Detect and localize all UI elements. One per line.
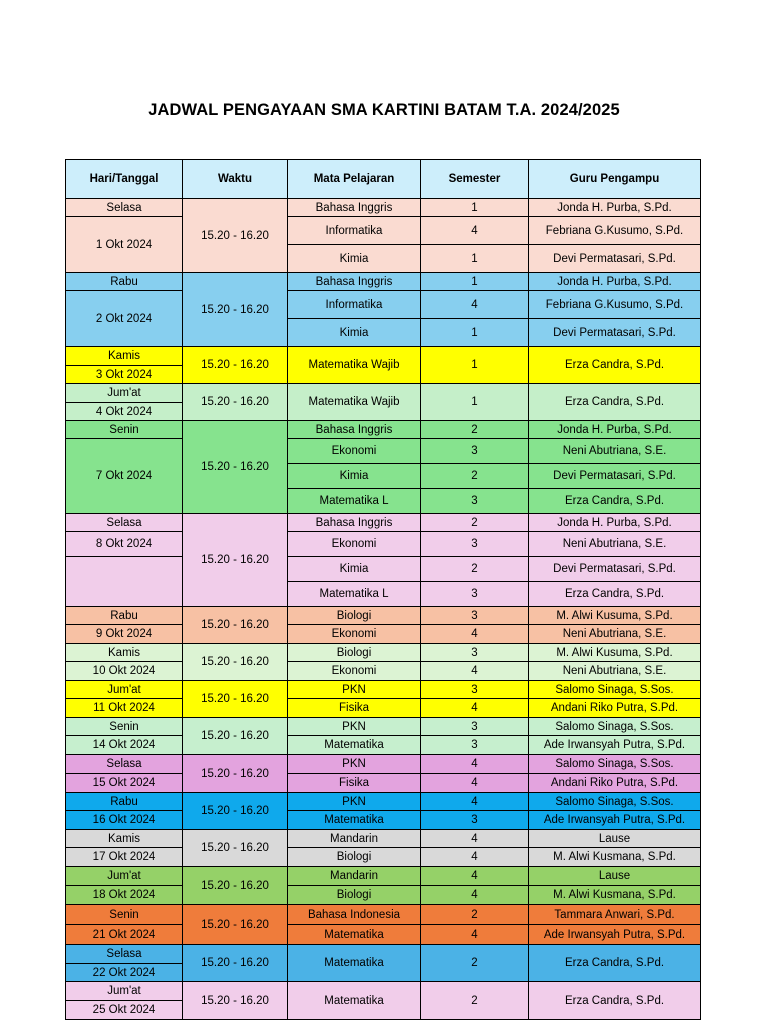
table-row (66, 925, 701, 945)
date-cell: 15 Okt 2024 (66, 774, 183, 793)
header-day-date: Hari/Tanggal (66, 160, 183, 199)
teacher-cell: M. Alwi Kusuma, S.Pd. (529, 644, 701, 662)
subject-cell: Mandarin (288, 867, 421, 886)
semester-cell: 1 (421, 319, 529, 347)
time-cell: 15.20 - 16.20 (183, 273, 288, 347)
semester-cell: 3 (421, 736, 529, 755)
time-cell: 15.20 - 16.20 (183, 867, 288, 905)
teacher-cell: Jonda H. Purba, S.Pd. (529, 421, 701, 439)
date-cell: 9 Okt 2024 (66, 625, 183, 644)
table-row (66, 905, 701, 925)
subject-cell: Informatika (288, 291, 421, 319)
subject-cell: Matematika (288, 811, 421, 830)
header-time: Waktu (183, 160, 288, 199)
schedule-body (66, 199, 701, 1020)
semester-cell: 4 (421, 699, 529, 718)
header-subject: Mata Pelajaran (288, 160, 421, 199)
teacher-cell: Neni Abutriana, S.E. (529, 662, 701, 681)
subject-cell: Informatika (288, 217, 421, 245)
day-cell: Selasa (66, 514, 183, 532)
semester-cell: 4 (421, 925, 529, 945)
subject-cell: Bahasa Inggris (288, 273, 421, 291)
semester-cell: 4 (421, 867, 529, 886)
day-cell: Jum'at (66, 681, 183, 699)
semester-cell: 4 (421, 755, 529, 774)
time-cell: 15.20 - 16.20 (183, 982, 288, 1020)
date-cell: 21 Okt 2024 (66, 925, 183, 945)
teacher-cell: Lause (529, 867, 701, 886)
semester-cell: 3 (421, 718, 529, 736)
semester-cell: 3 (421, 644, 529, 662)
table-row (66, 848, 701, 867)
teacher-cell: Salomo Sinaga, S.Sos. (529, 718, 701, 736)
subject-cell: PKN (288, 681, 421, 699)
subject-cell: Fisika (288, 699, 421, 718)
table-row (66, 681, 701, 699)
table-row (66, 291, 701, 319)
subject-cell: Fisika (288, 774, 421, 793)
semester-cell: 4 (421, 217, 529, 245)
semester-cell: 2 (421, 421, 529, 439)
table-row (66, 217, 701, 245)
table-row (66, 384, 701, 403)
teacher-cell: Neni Abutriana, S.E. (529, 625, 701, 644)
teacher-cell: Devi Permatasari, S.Pd. (529, 464, 701, 489)
subject-cell: PKN (288, 793, 421, 811)
teacher-cell: Ade Irwansyah Putra, S.Pd. (529, 925, 701, 945)
semester-cell: 1 (421, 245, 529, 273)
subject-cell: Matematika (288, 945, 421, 982)
teacher-cell: Erza Candra, S.Pd. (529, 384, 701, 421)
date-cell: 22 Okt 2024 (66, 964, 183, 982)
subject-cell: Bahasa Inggris (288, 514, 421, 532)
subject-cell: PKN (288, 718, 421, 736)
subject-cell: Kimia (288, 319, 421, 347)
teacher-cell: Devi Permatasari, S.Pd. (529, 557, 701, 582)
date-cell: 4 Okt 2024 (66, 403, 183, 421)
time-cell: 15.20 - 16.20 (183, 830, 288, 867)
teacher-cell: Devi Permatasari, S.Pd. (529, 245, 701, 273)
semester-cell: 4 (421, 625, 529, 644)
day-cell: Selasa (66, 945, 183, 964)
table-row (66, 793, 701, 811)
subject-cell: Mandarin (288, 830, 421, 848)
teacher-cell: Tammara Anwari, S.Pd. (529, 905, 701, 925)
semester-cell: 4 (421, 662, 529, 681)
semester-cell: 3 (421, 582, 529, 607)
subject-cell: Matematika L (288, 489, 421, 514)
empty-cell (66, 557, 183, 607)
table-row (66, 273, 701, 291)
date-cell: 17 Okt 2024 (66, 848, 183, 867)
teacher-cell: Ade Irwansyah Putra, S.Pd. (529, 736, 701, 755)
subject-cell: Matematika (288, 982, 421, 1020)
semester-cell: 1 (421, 384, 529, 421)
time-cell: 15.20 - 16.20 (183, 644, 288, 681)
teacher-cell: M. Alwi Kusmana, S.Pd. (529, 848, 701, 867)
teacher-cell: Jonda H. Purba, S.Pd. (529, 199, 701, 217)
table-row (66, 625, 701, 644)
semester-cell: 3 (421, 439, 529, 464)
date-cell: 7 Okt 2024 (66, 439, 183, 514)
teacher-cell: Erza Candra, S.Pd. (529, 347, 701, 384)
date-cell: 2 Okt 2024 (66, 291, 183, 347)
teacher-cell: Erza Candra, S.Pd. (529, 945, 701, 982)
semester-cell: 3 (421, 532, 529, 557)
subject-cell: Bahasa Inggris (288, 421, 421, 439)
semester-cell: 2 (421, 514, 529, 532)
date-cell: 14 Okt 2024 (66, 736, 183, 755)
teacher-cell: Neni Abutriana, S.E. (529, 532, 701, 557)
time-cell: 15.20 - 16.20 (183, 718, 288, 755)
day-cell: Kamis (66, 644, 183, 662)
semester-cell: 2 (421, 557, 529, 582)
subject-cell: Biologi (288, 886, 421, 905)
date-cell: 3 Okt 2024 (66, 366, 183, 384)
day-cell: Kamis (66, 347, 183, 366)
day-cell: Jum'at (66, 867, 183, 886)
table-row (66, 867, 701, 886)
teacher-cell: Devi Permatasari, S.Pd. (529, 319, 701, 347)
table-row (66, 886, 701, 905)
teacher-cell: Ade Irwansyah Putra, S.Pd. (529, 811, 701, 830)
semester-cell: 3 (421, 607, 529, 625)
teacher-cell: Febriana G.Kusumo, S.Pd. (529, 291, 701, 319)
subject-cell: Ekonomi (288, 532, 421, 557)
semester-cell: 2 (421, 905, 529, 925)
semester-cell: 4 (421, 830, 529, 848)
subject-cell: Ekonomi (288, 625, 421, 644)
teacher-cell: M. Alwi Kusuma, S.Pd. (529, 607, 701, 625)
table-row (66, 736, 701, 755)
date-cell: 25 Okt 2024 (66, 1001, 183, 1020)
day-cell: Rabu (66, 793, 183, 811)
time-cell: 15.20 - 16.20 (183, 421, 288, 514)
time-cell: 15.20 - 16.20 (183, 681, 288, 718)
schedule-table (65, 159, 701, 1020)
subject-cell: Ekonomi (288, 439, 421, 464)
semester-cell: 4 (421, 793, 529, 811)
day-cell: Senin (66, 905, 183, 925)
table-row (66, 514, 701, 532)
header-semester: Semester (421, 160, 529, 199)
subject-cell: Ekonomi (288, 662, 421, 681)
day-cell: Rabu (66, 607, 183, 625)
teacher-cell: Andani Riko Putra, S.Pd. (529, 699, 701, 718)
teacher-cell: Jonda H. Purba, S.Pd. (529, 273, 701, 291)
semester-cell: 4 (421, 774, 529, 793)
teacher-cell: Neni Abutriana, S.E. (529, 439, 701, 464)
time-cell: 15.20 - 16.20 (183, 199, 288, 273)
semester-cell: 4 (421, 291, 529, 319)
table-row (66, 811, 701, 830)
table-row (66, 718, 701, 736)
page-title: JADWAL PENGAYAAN SMA KARTINI BATAM T.A. 2024/2025 (148, 101, 620, 119)
teacher-cell: Febriana G.Kusumo, S.Pd. (529, 217, 701, 245)
table-row (66, 755, 701, 774)
table-row (66, 982, 701, 1001)
teacher-cell: Erza Candra, S.Pd. (529, 582, 701, 607)
time-cell: 15.20 - 16.20 (183, 945, 288, 982)
subject-cell: Matematika (288, 736, 421, 755)
subject-cell: Matematika (288, 925, 421, 945)
semester-cell: 2 (421, 464, 529, 489)
table-row (66, 439, 701, 464)
time-cell: 15.20 - 16.20 (183, 347, 288, 384)
teacher-cell: M. Alwi Kusmana, S.Pd. (529, 886, 701, 905)
subject-cell: Biologi (288, 644, 421, 662)
teacher-cell: Erza Candra, S.Pd. (529, 489, 701, 514)
date-cell: 8 Okt 2024 (66, 532, 183, 557)
time-cell: 15.20 - 16.20 (183, 755, 288, 793)
header-teacher: Guru Pengampu (529, 160, 701, 199)
table-row (66, 830, 701, 848)
table-row (66, 699, 701, 718)
subject-cell: Kimia (288, 245, 421, 273)
time-cell: 15.20 - 16.20 (183, 384, 288, 421)
table-row (66, 662, 701, 681)
semester-cell: 3 (421, 489, 529, 514)
date-cell: 18 Okt 2024 (66, 886, 183, 905)
table-row (66, 644, 701, 662)
semester-cell: 4 (421, 886, 529, 905)
semester-cell: 3 (421, 811, 529, 830)
table-row (66, 557, 701, 582)
teacher-cell: Erza Candra, S.Pd. (529, 982, 701, 1020)
table-header-row (66, 160, 701, 199)
semester-cell: 1 (421, 273, 529, 291)
time-cell: 15.20 - 16.20 (183, 793, 288, 830)
semester-cell: 2 (421, 982, 529, 1020)
subject-cell: Bahasa Inggris (288, 199, 421, 217)
subject-cell: Matematika Wajib (288, 384, 421, 421)
subject-cell: Kimia (288, 557, 421, 582)
subject-cell: Bahasa Indonesia (288, 905, 421, 925)
table-row (66, 421, 701, 439)
teacher-cell: Salomo Sinaga, S.Sos. (529, 681, 701, 699)
subject-cell: PKN (288, 755, 421, 774)
subject-cell: Kimia (288, 464, 421, 489)
teacher-cell: Salomo Sinaga, S.Sos. (529, 793, 701, 811)
semester-cell: 4 (421, 848, 529, 867)
time-cell: 15.20 - 16.20 (183, 514, 288, 607)
subject-cell: Biologi (288, 848, 421, 867)
subject-cell: Matematika Wajib (288, 347, 421, 384)
teacher-cell: Salomo Sinaga, S.Sos. (529, 755, 701, 774)
day-cell: Selasa (66, 755, 183, 774)
date-cell: 16 Okt 2024 (66, 811, 183, 830)
date-cell: 11 Okt 2024 (66, 699, 183, 718)
table-row (66, 945, 701, 964)
semester-cell: 2 (421, 945, 529, 982)
semester-cell: 3 (421, 681, 529, 699)
table-row (66, 774, 701, 793)
table-row (66, 532, 701, 557)
subject-cell: Biologi (288, 607, 421, 625)
table-row (66, 199, 701, 217)
day-cell: Senin (66, 718, 183, 736)
date-cell: 1 Okt 2024 (66, 217, 183, 273)
semester-cell: 1 (421, 199, 529, 217)
time-cell: 15.20 - 16.20 (183, 607, 288, 644)
subject-cell: Matematika L (288, 582, 421, 607)
day-cell: Rabu (66, 273, 183, 291)
teacher-cell: Andani Riko Putra, S.Pd. (529, 774, 701, 793)
time-cell: 15.20 - 16.20 (183, 905, 288, 945)
day-cell: Jum'at (66, 982, 183, 1001)
day-cell: Senin (66, 421, 183, 439)
table-row (66, 607, 701, 625)
date-cell: 10 Okt 2024 (66, 662, 183, 681)
table-row (66, 347, 701, 366)
semester-cell: 1 (421, 347, 529, 384)
teacher-cell: Lause (529, 830, 701, 848)
day-cell: Jum'at (66, 384, 183, 403)
teacher-cell: Jonda H. Purba, S.Pd. (529, 514, 701, 532)
day-cell: Selasa (66, 199, 183, 217)
day-cell: Kamis (66, 830, 183, 848)
